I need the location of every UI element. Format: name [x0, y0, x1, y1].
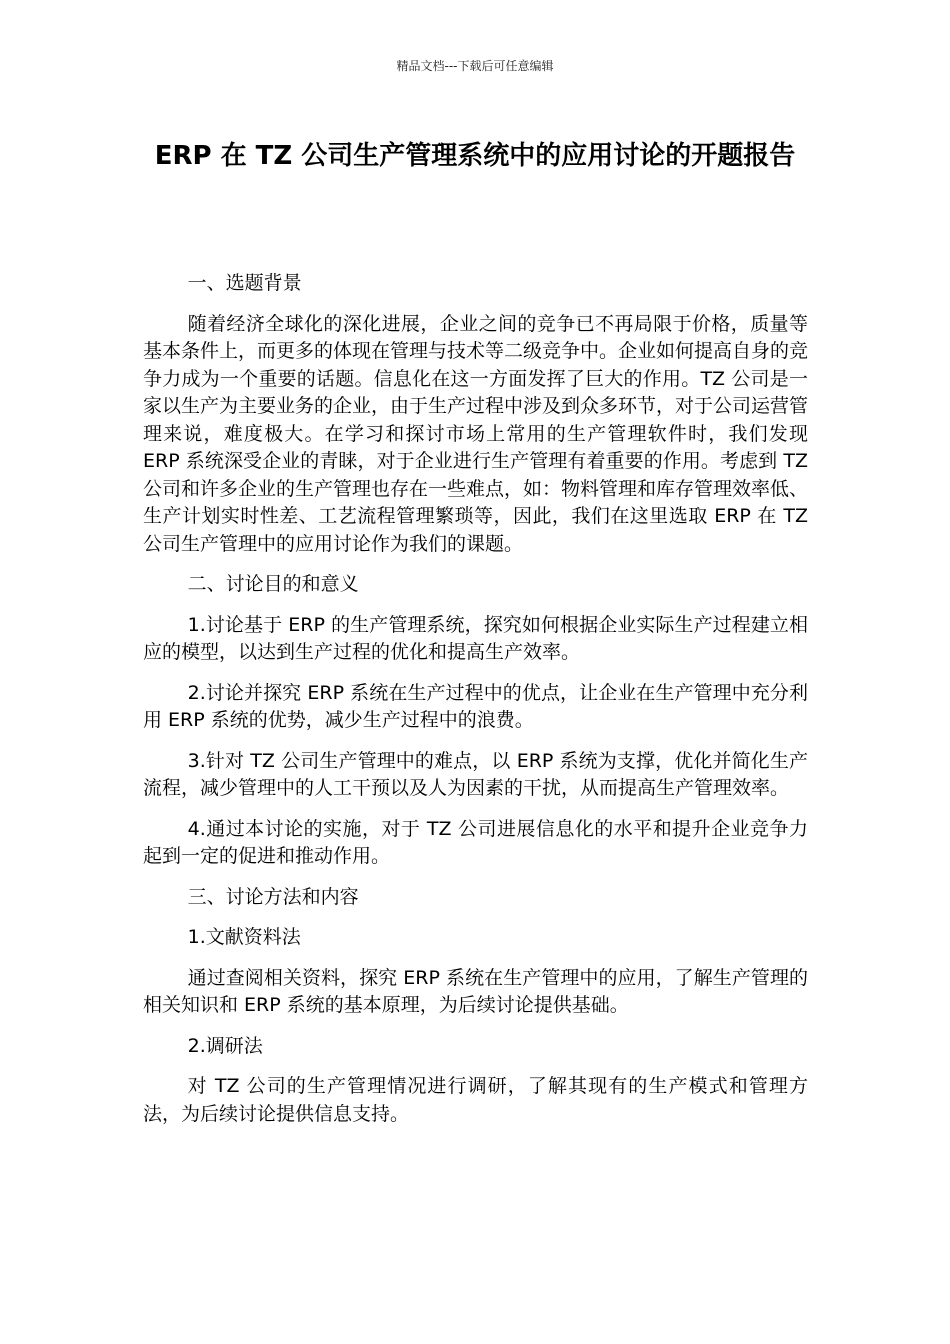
document-title: ERP 在 TZ 公司生产管理系统中的应用讨论的开题报告: [154, 141, 796, 171]
section-heading-purpose: 二、讨论目的和意义: [187, 573, 359, 595]
document-body: [143, 270, 808, 1141]
page-header-note: 精品文档---下载后可任意编辑: [396, 59, 554, 73]
section-heading-background: 一、选题背景: [187, 272, 302, 294]
purpose-item-1: 1.讨论基于 ERP 的生产管理系统，探究如何根据企业实际生产过程建立相应的模型，以达到生产过程的优化和提高生产效率。: [143, 613, 808, 663]
method-paragraph-literature: 通过查阅相关资料，探究 ERP 系统在生产管理中的应用，了解生产管理的相关知识和 ERP 系统的基本原理，为后续讨论提供基础。: [143, 966, 808, 1016]
purpose-item-2: 2.讨论并探究 ERP 系统在生产过程中的优点，让企业在生产管理中充分利用 ERP 系统的优势，减少生产过程中的浪费。: [143, 681, 808, 731]
section-heading-methods: 三、讨论方法和内容: [187, 885, 359, 908]
method-paragraph-survey: 对 TZ 公司的生产管理情况进行调研，了解其现有的生产模式和管理方法，为后续讨论提供信息支持。: [143, 1075, 808, 1125]
method-heading-survey: 2.调研法: [187, 1034, 263, 1057]
method-heading-literature: 1.文献资料法: [187, 926, 301, 948]
paragraph-background: 随着经济全球化的深化进展，企业之间的竞争已不再局限于价格，质量等基本条件上，而更多的体现在管理与技术等二级竞争中。企业如何提高自身的竞争力成为一个重要的话题。信息化在这一方面发挥了巨大的作用。TZ 公司是一家以生产为主要业务的企业，由于生产过程中涉及到众多环节，对于公司运营管理来说，难度极大。在学习和探讨市场上常用的生产管理软件时，我们发现 ERP 系统深受企业的青睐，对于企业进行生产管理有着重要的作用。考虑到 TZ 公司和许多企业的生产管理也存在一些难点，如：物料管理和库存管理效率低、生产计划实时性差、工艺流程管理繁琐等，因此，我们在这里选取 ERP 在 TZ 公司生产管理中的应用讨论作为我们的课题。: [143, 312, 809, 555]
purpose-item-4: 4.通过本讨论的实施，对于 TZ 公司进展信息化的水平和提升企业竞争力起到一定的促进和推动作用。: [143, 817, 808, 867]
purpose-item-3: 3.针对 TZ 公司生产管理中的难点，以 ERP 系统为支撑，优化并简化生产流程，减少管理中的人工干预以及人为因素的干扰，从而提高生产管理效率。: [143, 749, 808, 799]
